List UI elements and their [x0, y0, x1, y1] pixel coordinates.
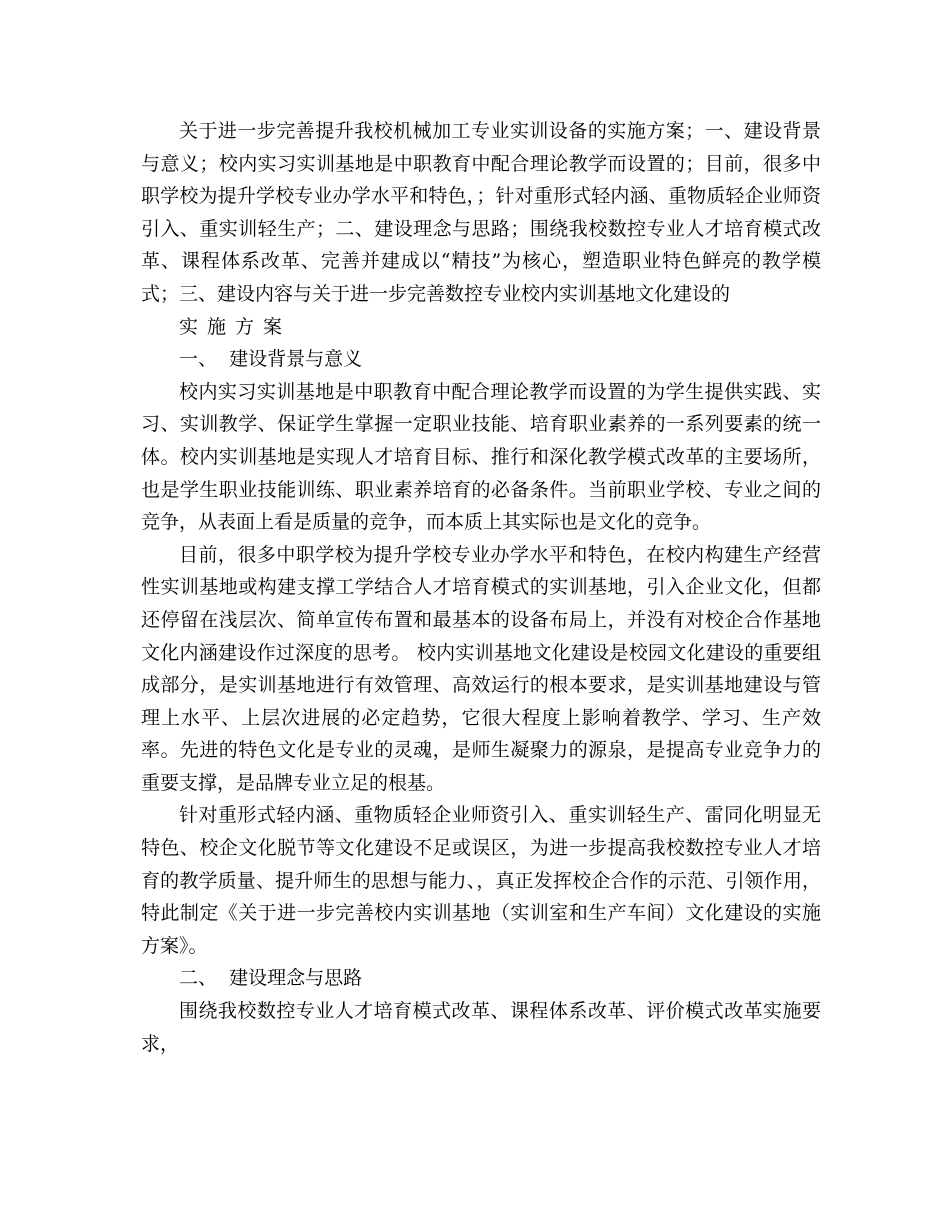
paragraph-current-status: 目前，很多中职学校为提升学校专业办学水平和特色，在校内构建生产经营性实训基地或构建支撑工学结合人才培育模式的实训基地，引入企业文化，但都还停留在浅层次、简单宣传布置和最基本的设备布局上，并没有对校企合作基地文化内涵建设作过深度的思考。 校内实训基地文化建设是校园文化建设的重要组成部分，是实训基地进行有效管理、高效运行的根本要求，是实训基地建设与管理上水平、上层次进展的必定趋势，它很大程度上影响着教学、学习、生产效率。先进的特色文化是专业的灵魂，是师生凝聚力的源泉，是提高专业竞争力的重要支撑，是品牌专业立足的根基。	[141, 543, 821, 794]
summary-paragraph: 关于进一步完善提升我校机械加工专业实训设备的实施方案；一、建设背景与意义；校内实习实训基地是中职教育中配合理论教学而设置的；目前，很多中职学校为提升学校专业办学水平和特色，；针对重形式轻内涵、重物质轻企业师资引入、重实训轻生产；二、建设理念与思路；围绕我校数控专业人才培育模式改革、课程体系改革、完善并建成以“精技”为核心，塑造职业特色鲜亮的教学模式；三、建设内容与关于进一步完善数控专业校内实训基地文化建设的	[141, 120, 821, 305]
paragraph-concept-start: 围绕我校数控专业人才培育模式改革、课程体系改革、评价模式改革实施要求，	[141, 1000, 821, 1055]
section-heading-concept: 二、 建设理念与思路	[179, 967, 363, 990]
document-title: 实施方案	[179, 315, 292, 338]
document-body	[141, 115, 821, 1060]
paragraph-purpose: 针对重形式轻内涵、重物质轻企业师资引入、重实训轻生产、雷同化明显无特色、校企文化脱节等文化建设不足或误区，为进一步提高我校数控专业人才培育的教学质量、提升师生的思想与能力、，真正发挥校企合作的示范、引领作用，特此制定《关于进一步完善校内实训基地（实训室和生产车间）文化建设的实施方案》。	[141, 804, 821, 957]
section-heading-background: 一、 建设背景与意义	[179, 348, 363, 371]
paragraph-base-definition: 校内实习实训基地是中职教育中配合理论教学而设置的为学生提供实践、实习、实训教学、保证学生掌握一定职业技能、培育职业素养的一系列要素的统一体。校内实训基地是实现人才培育目标、推行和深化教学模式改革的主要场所，也是学生职业技能训练、职业素养培育的必备条件。当前职业学校、专业之间的竞争，从表面上看是质量的竞争，而本质上其实际也是文化的竞争。	[141, 380, 821, 534]
